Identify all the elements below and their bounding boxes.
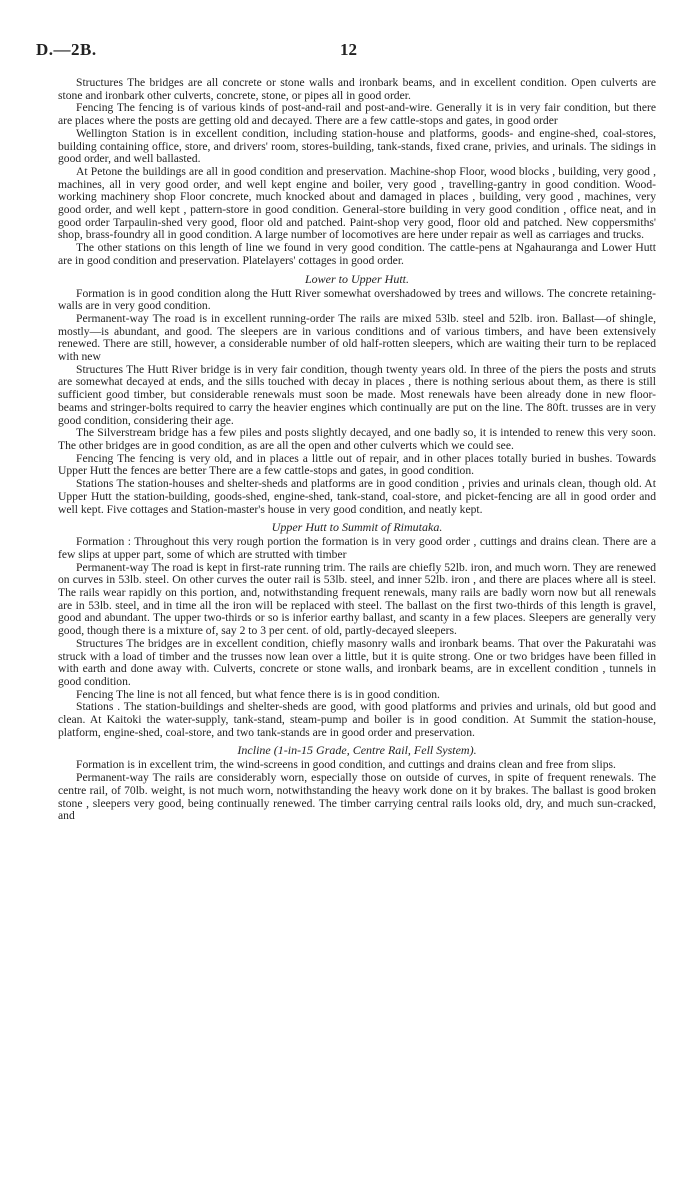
report-body	[58, 77, 656, 823]
paragraph: Wellington Station is in excellent condition, including station-house and platforms, goods- and engine-shed, coal-stores, building containing office, store, and drivers' room, stores-building, tank-stands, fixed crane, privies, and urinals. The sidings in good order, and well ballasted.	[58, 126, 656, 166]
paragraph: At Petone the buildings are all in good condition and preservation. Machine-shop Floor, wood blocks , building, very good , machines, all in very good order, and well kept engine and boiler, very good , travelling-gantry in good condition. Wood-working machinery shop Floor concrete, much knocked about and damaged in places , building, very good , machines, very good order, and well kept , pattern-store in good condition. General-store building in very good condition , office neat, and in good order Tarpaulin-shed very good, floor old and patched. Paint-shop very good, floor old and patched. New coppersmiths' shop, brass-foundry all in good condition. A large number of locomotives are here under repair as well as carriages and trucks.	[58, 164, 656, 242]
section-heading: Incline (1-in-15 Grade, Centre Rail, Fell System).	[237, 743, 477, 758]
paragraph: Permanent-way The road is kept in first-rate running trim. The rails are chiefly 52lb. iron, and much worn. They are renewed on curves in 53lb. steel. On other curves the outer rail is 53lb. steel, and inner 52lb. iron , and there are places where all is steel. The rails wear rapidly on this portion, and, notwithstanding frequent renewals, many rails are badly worn now but all renewals are in 53lb. steel, and in time all the iron will be replaced with steel. The ballast on the first two-thirds of this length is gravel, good and abundant. The upper two-thirds or so is inferior earthy ballast, and scanty in a few places. Sleepers are generally very good, though there is a mixture of, say 2 to 3 per cent. of old, partly-decayed sleepers.	[58, 560, 656, 638]
paragraph: Fencing The fencing is very old, and in places a little out of repair, and in other places totally buried in bushes. Towards Upper Hutt the fences are better There are a few cattle-stops and gates, in good condition.	[58, 451, 656, 478]
paragraph: Stations The station-houses and shelter-sheds and platforms are in good condition , privies and urinals clean, though old. At Upper Hutt the station-building, goods-shed, engine-shed, tank-stand, coal-store, and picket-fencing are all in good order and well kept. Five cottages and Station-master's house in very good condition, and neatly kept.	[58, 477, 656, 516]
section-heading: Lower to Upper Hutt.	[304, 271, 409, 286]
paragraph: Structures The bridges are in excellent condition, chiefly masonry walls and ironbark beams. That over the Pakuratahi was struck with a load of timber and the trusses now lean over a little, but it is quite strong. One or two bridges have been filled in with earth and done away with. Culverts, concrete or stone walls, and ironbark beams, are in excellent condition , tunnels in good condition.	[58, 636, 656, 688]
page-header	[36, 40, 664, 60]
page-number: 12	[340, 40, 357, 59]
paragraph: Formation is in good condition along the Hutt River somewhat overshadowed by trees and willows. The concrete retaining-walls are in very good condition.	[58, 286, 656, 313]
paragraph: Formation : Throughout this very rough portion the formation is in very good order , cuttings and drains clean. There are a few slips at upper part, some of which are strutted with timber	[58, 535, 656, 561]
paragraph: Formation is in excellent trim, the wind-screens in good condition, and cuttings and drains clean and free from slips.	[76, 758, 616, 772]
paragraph: Permanent-way The rails are considerably worn, especially those on outside of curves, in spite of frequent renewals. The centre rail, of 70lb. weight, is not much worn, notwithstanding the heavy work done on it by brakes. The ballast is good broken stone , sleepers very good, being continually renewed. The timber carrying central rails looks old, dry, and much sun-cracked, and	[58, 771, 656, 823]
paragraph: Stations . The station-buildings and shelter-sheds are good, with good platforms and privies and urinals, old but good and clean. At Kaitoki the water-supply, tank-stand, steam-pump and boiler is in good condition. At Summit the station-house, platform, engine-shed, coal-store, and two tank-stands are in good order and preservation.	[58, 700, 656, 739]
paragraph: The Silverstream bridge has a few piles and posts slightly decayed, and one badly so, it is intended to renew this very soon. The other bridges are in good condition, as are all the open and other culverts which we could see.	[58, 426, 656, 452]
paragraph: The other stations on this length of line we found in very good condition. The cattle-pens at Ngahauranga and Lower Hutt are in good condition and preservation. Platelayers' cottages in good order.	[58, 241, 656, 267]
paragraph: Fencing The line is not all fenced, but what fence there is is in good condition.	[76, 687, 440, 701]
section-heading: Upper Hutt to Summit of Rimutaka.	[271, 520, 443, 535]
paragraph: Fencing The fencing is of various kinds of post-and-rail and post-and-wire. Generally it is in very fair condition, but there are places where the posts are getting old and decayed. There are a few cattle-stops and gates, in good order	[58, 101, 656, 128]
paragraph: Permanent-way The road is in excellent running-order The rails are mixed 53lb. steel and 52lb. iron. Ballast—of shingle, mostly—is abundant, and good. The sleepers are in various conditions and of various timbers, and have been extensively renewed. There are still, however, a considerable number of old half-rotten sleepers, which are waiting their turn to be replaced with new	[58, 311, 656, 364]
paragraph: Structures The Hutt River bridge is in very fair condition, though twenty years old. In three of the piers the posts and struts are somewhat decayed at ends, and the sills touched with decay in places , there is nothing serious about them, as there is still sufficient good timber, but considerable renewals must soon be made. Most renewals have been already done in new floor-beams and stringer-bolts required to carry the heavier engines which continually are put on the line. The 80ft. trusses are in very good condition, considering their age.	[58, 362, 656, 427]
paragraph: Structures The bridges are all concrete or stone walls and ironbark beams, and in excellent condition. Open culverts are stone and ironbark other culverts, concrete, stone, or pipes all in good order.	[58, 76, 656, 102]
document-reference: D.—2B.	[36, 40, 97, 59]
